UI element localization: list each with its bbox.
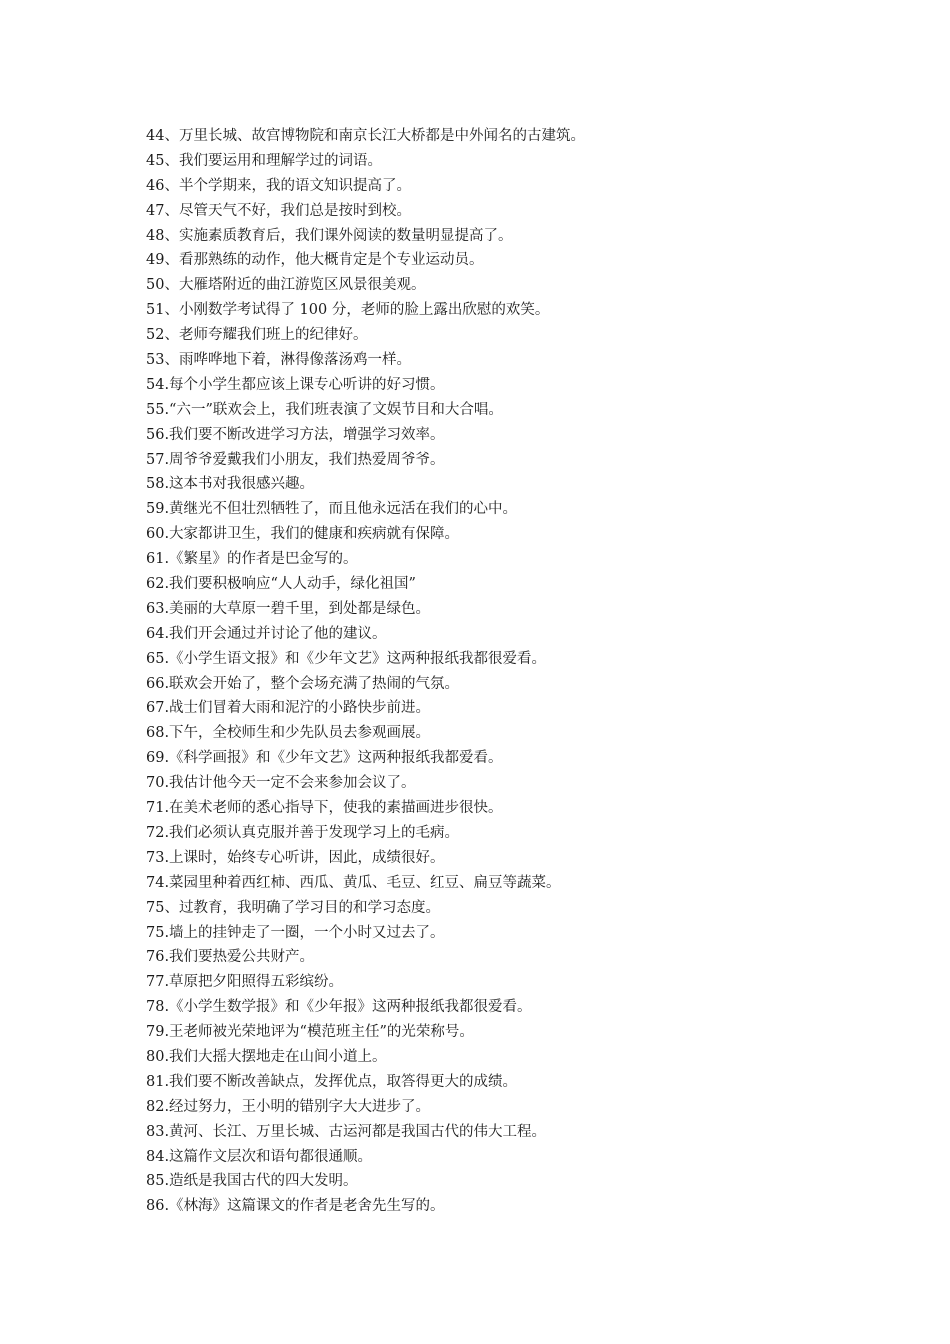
sentence-line: 45、我们要运用和理解学过的词语。	[146, 152, 382, 169]
sentence-line: 69.《科学画报》和《少年文艺》这两种报纸我都爱看。	[146, 750, 503, 767]
sentence-line: 51、小刚数学考试得了 100 分，老师的脸上露出欣慰的欢笑。	[146, 302, 550, 319]
sentence-line: 58.这本书对我很感兴趣。	[146, 476, 315, 493]
sentence-line: 70.我估计他今天一定不会来参加会议了。	[146, 775, 416, 792]
sentence-line: 68.下午，全校师生和少先队员去参观画展。	[146, 725, 431, 742]
sentence-line: 74.菜园里种着西红柿、西瓜、黄瓜、毛豆、红豆、扁豆等蔬菜。	[146, 874, 561, 891]
sentence-line: 64.我们开会通过并讨论了他的建议。	[146, 625, 387, 642]
sentence-line: 52、老师夸耀我们班上的纪律好。	[146, 327, 368, 344]
sentence-line: 61.《繁星》的作者是巴金写的。	[146, 551, 358, 568]
sentence-line: 71.在美术老师的悉心指导下，使我的素描画进步很快。	[146, 800, 503, 817]
sentence-line: 54.每个小学生都应该上课专心听讲的好习惯。	[146, 376, 445, 393]
sentence-line: 46、半个学期来，我的语文知识提高了。	[146, 177, 411, 194]
sentence-line: 56.我们要不断改进学习方法，增强学习效率。	[146, 426, 445, 443]
sentence-line: 83.黄河、长江、万里长城、古运河都是我国古代的伟大工程。	[146, 1123, 547, 1140]
sentence-line: 76.我们要热爱公共财产。	[146, 949, 315, 966]
sentence-line: 80.我们大摇大摆地走在山间小道上。	[146, 1048, 387, 1065]
sentence-line: 75.墙上的挂钟走了一圈，一个小时又过去了。	[146, 924, 445, 941]
sentence-line: 78.《小学生数学报》和《少年报》这两种报纸我都很爱看。	[146, 999, 532, 1016]
sentence-line: 66.联欢会开始了，整个会场充满了热闹的气氛。	[146, 675, 460, 692]
sentence-list	[146, 124, 846, 1219]
sentence-line: 82.经过努力，王小明的错别字大大进步了。	[146, 1098, 431, 1115]
sentence-line: 75、过教育，我明确了学习目的和学习态度。	[146, 899, 440, 916]
sentence-line: 60.大家都讲卫生，我们的健康和疾病就有保障。	[146, 526, 460, 543]
sentence-line: 84.这篇作文层次和语句都很通顺。	[146, 1148, 373, 1165]
sentence-line: 72.我们必须认真克服并善于发现学习上的毛病。	[146, 824, 460, 841]
sentence-line: 50、大雁塔附近的曲江游览区风景很美观。	[146, 277, 426, 294]
sentence-line: 85.造纸是我国古代的四大发明。	[146, 1173, 358, 1190]
sentence-line: 63.美丽的大草原一碧千里，到处都是绿色。	[146, 600, 431, 617]
sentence-line: 65.《小学生语文报》和《少年文艺》这两种报纸我都很爱看。	[146, 650, 547, 667]
sentence-line: 81.我们要不断改善缺点，发挥优点，取答得更大的成绩。	[146, 1073, 518, 1090]
sentence-line: 77.草原把夕阳照得五彩缤纷。	[146, 974, 344, 991]
sentence-line: 86.《林海》这篇课文的作者是老舍先生写的。	[146, 1198, 445, 1215]
sentence-line: 73.上课时，始终专心听讲，因此，成绩很好。	[146, 849, 445, 866]
sentence-line: 67.战士们冒着大雨和泥泞的小路快步前进。	[146, 700, 431, 717]
sentence-line: 62.我们要积极响应“人人动手，绿化祖国”	[146, 576, 416, 593]
sentence-line: 55.“六一”联欢会上，我们班表演了文娱节目和大合唱。	[146, 401, 503, 418]
sentence-line: 44、万里长城、故宫博物院和南京长江大桥都是中外闻名的古建筑。	[146, 128, 585, 144]
sentence-line: 59.黄继光不但壮烈牺牲了，而且他永远活在我们的心中。	[146, 501, 518, 518]
sentence-line: 53、雨哗哗地下着，淋得像落汤鸡一样。	[146, 352, 411, 369]
sentence-line: 49、看那熟练的动作，他大概肯定是个专业运动员。	[146, 252, 484, 269]
sentence-line: 79.王老师被光荣地评为“模范班主任”的光荣称号。	[146, 1024, 474, 1041]
sentence-line: 47、尽管天气不好，我们总是按时到校。	[146, 202, 411, 219]
sentence-line: 48、实施素质教育后，我们课外阅读的数量明显提高了。	[146, 227, 513, 244]
sentence-line: 57.周爷爷爱戴我们小朋友，我们热爱周爷爷。	[146, 451, 445, 468]
